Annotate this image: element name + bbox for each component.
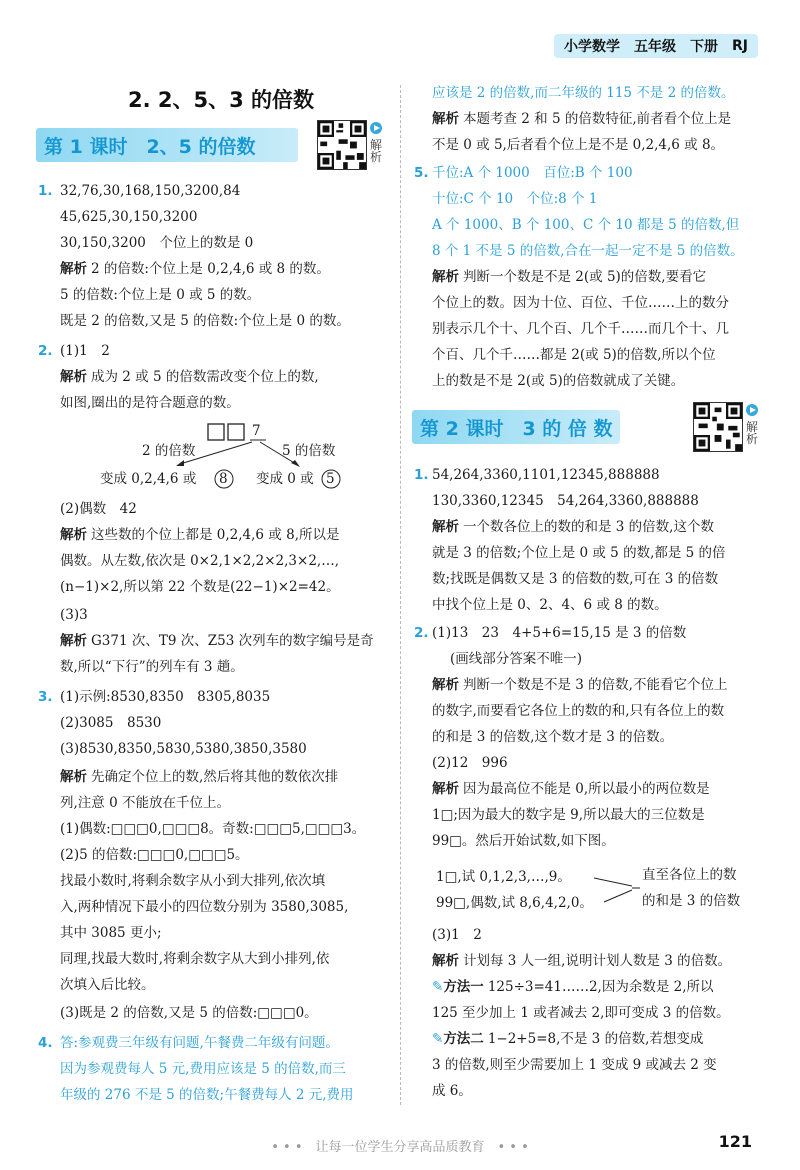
question-number: 2. (38, 343, 53, 359)
answer-line: 45,625,30,150,3200 (60, 209, 198, 225)
analysis-line (432, 268, 706, 286)
method-label: 方法二 (443, 1031, 484, 1047)
answer-line: 年级的 276 不是 5 的倍数;午餐费每人 2 元,费用 (60, 1087, 354, 1103)
analysis-text: 成为 2 或 5 的倍数需改变个位上的数, (91, 369, 319, 385)
right-text: 变成 0 或 (256, 471, 314, 487)
qr-label (745, 421, 759, 445)
answer-line: 中找个位上是 0、2、4、6 或 8 的数。 (432, 597, 668, 613)
answer-line: 如图,圈出的是符合题意的数。 (60, 395, 240, 411)
answer-line: 其中 3085 更小; (60, 925, 162, 941)
method-label: 方法一 (443, 979, 484, 995)
answer-line: 32,76,30,168,150,3200,84 (60, 183, 241, 199)
column-divider (400, 85, 401, 1105)
method-line (432, 1030, 703, 1048)
analysis-line (60, 260, 330, 278)
answer-line: 答:参观费三年级有问题,午餐费二年级有问题。 (60, 1035, 339, 1051)
question-number: 1. (414, 467, 429, 483)
analysis-line (432, 676, 727, 694)
analysis-label: 解析 (432, 677, 459, 693)
answer-line: 99□。然后开始试数,如下图。 (432, 833, 615, 849)
analysis-label: 解析 (432, 111, 459, 127)
answer-line: 就是 3 的倍数;个位上是 0 或 5 的数,都是 5 的倍 (432, 545, 726, 561)
analysis-text: 判断一个数是不是 2(或 5)的倍数,要看它 (463, 269, 707, 285)
qr-pattern (318, 121, 366, 169)
box-digit: 7 (252, 423, 261, 439)
qr-label-char: 解 (369, 138, 382, 152)
answer-line: (2)3085 8530 (60, 715, 162, 731)
analysis-line (432, 952, 731, 970)
answer-line: (1)13 23 4+5+6=15,15 是 3 的倍数 (432, 625, 687, 641)
pencil-icon: ✎ (432, 979, 444, 995)
question-number: 5. (414, 165, 429, 181)
answer-line: 既是 2 的倍数,又是 5 的倍数:个位上是 0 的数。 (60, 313, 350, 329)
analysis-text: 一个数各位上的数的和是 3 的倍数,这个数 (463, 519, 714, 535)
qr-label-char: 析 (369, 150, 382, 164)
qr-label (369, 139, 383, 163)
answer-line: 次填入后比较。 (60, 977, 155, 993)
analysis-label: 解析 (432, 519, 459, 535)
answer-line: (1)示例:8530,8350 8305,8035 (60, 689, 271, 705)
answer-line: 偶数。从左数,依次是 0×2,1×2,2×2,3×2,…, (60, 553, 339, 569)
answer-line: (n−1)×2,所以第 22 个数是(22−1)×2=42。 (60, 579, 340, 595)
answer-line: 入,两种情况下最小的四位数分别为 3580,3085, (60, 899, 349, 915)
answer-line: 同理,找最大数时,将剩余数字从大到小排列,依 (60, 951, 330, 967)
answer-line: 因为参观费每人 5 元,费用应该是 5 的倍数,而三 (60, 1061, 346, 1077)
answer-line: (3)1 2 (432, 927, 482, 943)
answer-line: 数;找既是偶数又是 3 的倍数的数,可在 3 的倍数 (432, 571, 719, 587)
answer-line: 十位:C 个 10 个位:8 个 1 (432, 191, 598, 207)
answer-line: (2)偶数 42 (60, 501, 137, 517)
analysis-label: 解析 (60, 769, 87, 785)
question-number: 1. (38, 183, 53, 199)
question-number: 2. (414, 625, 429, 641)
header-tag (554, 34, 758, 58)
qr-code-icon[interactable] (317, 120, 367, 170)
answer-line: 30,150,3200 个位上的数是 0 (60, 235, 254, 251)
answer-line: 数,所以“下行”的列车有 3 趟。 (60, 659, 244, 675)
qr-label-char: 析 (745, 432, 758, 446)
method-line (432, 978, 714, 996)
header-subject: 小学数学 (564, 39, 620, 55)
analysis-line (60, 768, 338, 786)
answer-line: (2)12 996 (432, 755, 508, 771)
section-title: 2. 2、5、3 的倍数 (128, 88, 315, 112)
analysis-label: 解析 (60, 527, 87, 543)
right-label: 5 的倍数 (282, 443, 336, 459)
analysis-label: 解析 (60, 369, 87, 385)
analysis-line (60, 368, 319, 386)
answer-line: 成 6。 (432, 1083, 472, 1099)
answer-note: (画线部分答案不唯一) (450, 651, 583, 667)
qr-pattern (694, 403, 742, 451)
method-text: 125÷3=41……2,因为余数是 2,所以 (487, 979, 714, 995)
right-circle: 5 (326, 471, 335, 487)
question-number: 4. (38, 1035, 53, 1051)
trial-note-2: 的和是 3 的倍数 (642, 893, 741, 909)
answer-line: (3)既是 2 的倍数,又是 5 的倍数:□□□0。 (60, 1005, 318, 1021)
analysis-text: 因为最高位不能是 0,所以最小的两位数是 (463, 781, 710, 797)
analysis-line (60, 526, 339, 544)
page-number: 121 (718, 1132, 752, 1151)
left-text: 变成 0,2,4,6 或 (100, 471, 197, 487)
pencil-icon: ✎ (432, 1031, 444, 1047)
answer-line: 别表示几个十、几个百、几个千……而几个十、几 (432, 321, 729, 337)
answer-line: 千位:A 个 1000 百位:B 个 100 (432, 165, 633, 181)
answer-line: 8 个 1 不是 5 的倍数,合在一起一定不是 5 的倍数。 (432, 243, 744, 259)
answer-line: 个百、几个千……都是 2(或 5)的倍数,所以个位 (432, 347, 716, 363)
qr-code-icon[interactable] (693, 402, 743, 452)
analysis-text: 先确定个位上的数,然后将其他的数依次排 (91, 769, 339, 785)
play-icon (370, 122, 382, 134)
lesson1-banner (36, 128, 298, 162)
qr-label-char: 解 (745, 420, 758, 434)
lesson2-banner (412, 410, 620, 444)
left-circle: 8 (219, 471, 228, 487)
header-grade: 五年级 (634, 39, 676, 55)
lesson2-label: 第 2 课时 3 的 倍 数 (420, 417, 613, 440)
analysis-text: 判断一个数是不是 3 的倍数,不能看它个位上 (463, 677, 728, 693)
answer-line: A 个 1000、B 个 100、C 个 10 都是 5 的倍数,但 (432, 217, 740, 233)
analysis-line (60, 632, 374, 650)
answer-line: 列,注意 0 不能放在千位上。 (60, 795, 230, 811)
answer-line: 应该是 2 的倍数,而二年级的 115 不是 2 的倍数。 (432, 85, 735, 101)
analysis-label: 解析 (60, 261, 87, 277)
analysis-text: G371 次、T9 次、Z53 次列车的数字编号是奇 (91, 633, 374, 649)
analysis-label: 解析 (432, 953, 459, 969)
analysis-text: 2 的倍数:个位上是 0,2,4,6 或 8 的数。 (91, 261, 330, 277)
answer-line: 找最小数时,将剩余数字从小到大排列,依次填 (60, 873, 326, 889)
answer-line: (3)8530,8350,5830,5380,3850,3580 (60, 741, 307, 757)
answer-line: 的和是 3 的倍数,这个数才是 3 的倍数。 (432, 729, 674, 745)
lesson1-label: 第 1 课时 2、5 的倍数 (44, 135, 256, 158)
answer-line: (3)3 (60, 607, 88, 623)
answer-line: (2)5 的倍数:□□□0,□□□5。 (60, 847, 249, 863)
answer-line: 54,264,3360,1101,12345,888888 (432, 467, 660, 483)
analysis-line (432, 780, 710, 798)
analysis-label: 解析 (60, 633, 87, 649)
answer-line: 130,3360,12345 54,264,3360,888888 (432, 493, 699, 509)
method-text: 1−2+5=8,不是 3 的倍数,若想变成 (487, 1031, 704, 1047)
analysis-text: 计划每 3 人一组,说明计划人数是 3 的倍数。 (463, 953, 732, 969)
answer-line: 个位上的数。因为十位、百位、千位……上的数分 (432, 295, 729, 311)
play-icon (746, 404, 758, 416)
analysis-line (432, 110, 731, 128)
diagram-trial (436, 858, 766, 920)
left-label: 2 的倍数 (142, 443, 196, 459)
diagram-digit-change (60, 420, 390, 496)
analysis-label: 解析 (432, 269, 459, 285)
answer-line: (1)偶数:□□□0,□□□8。奇数:□□□5,□□□3。 (60, 821, 366, 837)
answer-line: 的数字,而要看它各位上的数的和,只有各位上的数 (432, 703, 725, 719)
answer-line: 125 至少加上 1 或者减去 2,即可变成 3 的倍数。 (432, 1005, 730, 1021)
header-volume: 下册 (690, 39, 718, 55)
trial-line-2: 99□,偶数,试 8,6,4,2,0。 (436, 895, 593, 911)
analysis-line (432, 518, 714, 536)
answer-line: (1)1 2 (60, 343, 110, 359)
footer-slogan: • • • 让每一位学生分享高品质教育 • • • (271, 1140, 529, 1155)
answer-line: 1□;因为最大的数字是 9,所以最大的三位数是 (432, 807, 705, 823)
analysis-text: 这些数的个位上都是 0,2,4,6 或 8,所以是 (91, 527, 340, 543)
answer-line: 3 的倍数,则至少需要加上 1 变成 9 或减去 2 变 (432, 1057, 717, 1073)
header-edition: RJ (732, 38, 748, 54)
answer-line: 上的数是不是 2(或 5)的倍数就成了关键。 (432, 373, 685, 389)
trial-note-1: 直至各位上的数 (642, 867, 737, 883)
question-number: 3. (38, 689, 53, 705)
answer-line: 不是 0 或 5,后者看个位上是不是 0,2,4,6 或 8。 (432, 137, 725, 153)
answer-line: 5 的倍数:个位上是 0 或 5 的数。 (60, 287, 261, 303)
trial-line-1: 1□,试 0,1,2,3,…,9。 (436, 869, 571, 885)
analysis-label: 解析 (432, 781, 459, 797)
analysis-text: 本题考查 2 和 5 的倍数特征,前者看个位上是 (463, 111, 732, 127)
